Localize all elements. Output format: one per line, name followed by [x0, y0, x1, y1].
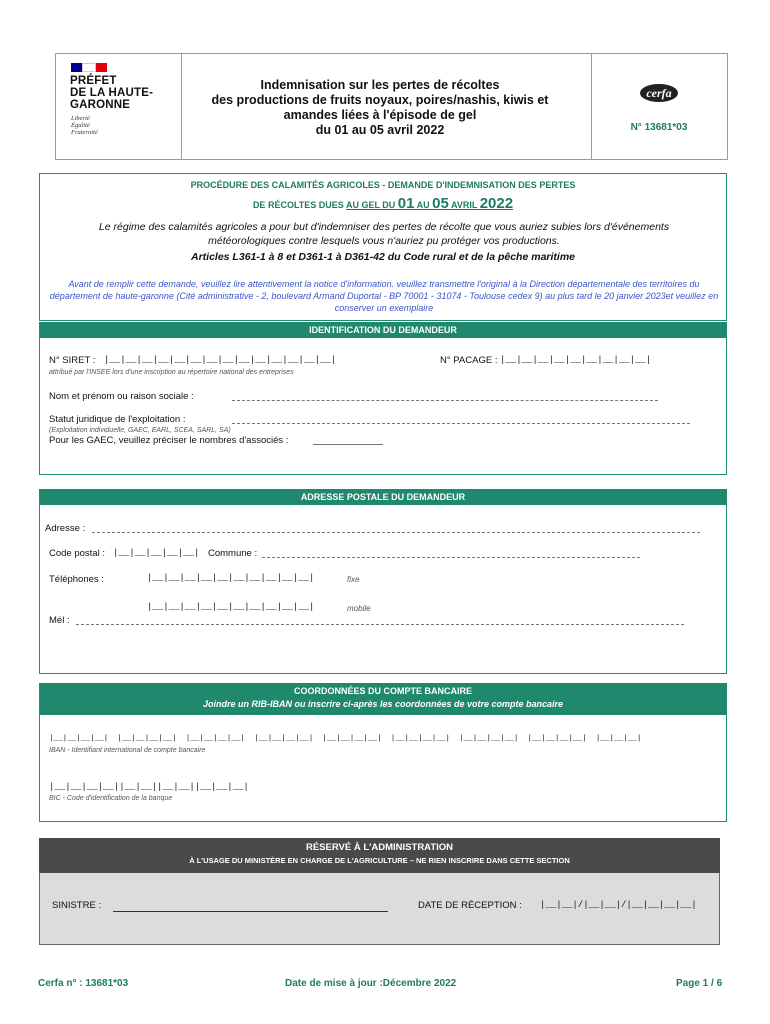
iban-note: IBAN - Identifiant international de compte bancaire	[49, 747, 206, 754]
identification-title: IDENTIFICATION DU DEMANDEUR	[39, 322, 727, 338]
procedure-subheading: DE RÉCOLTES DUES AU GEL DU 01 AU 05 AVRIL 2022	[252, 195, 514, 212]
articles-reference: Articles L361-1 à 8 et D361-1 à D361-42 du Code rural et de la pêche maritime	[191, 251, 575, 263]
mel-label: Mél :	[49, 615, 70, 626]
gaec-label: Pour les GAEC, veuillez préciser le nombres d'associés :	[49, 435, 289, 446]
nom-label: Nom et prénom ou raison sociale :	[49, 391, 194, 402]
commune-field[interactable]	[262, 557, 640, 558]
commune-label: Commune :	[208, 548, 258, 559]
adresse-title: ADRESSE POSTALE DU DEMANDEUR	[39, 489, 727, 505]
telephones-label: Téléphones :	[49, 574, 104, 585]
nom-field[interactable]	[232, 400, 658, 401]
date-reception-label: DATE DE RÉCEPTION :	[418, 900, 522, 911]
adresse-field[interactable]	[92, 532, 700, 533]
mobile-label: mobile	[347, 604, 371, 613]
bic-note: BIC - Code d'identification de la banque	[49, 795, 173, 802]
mel-field[interactable]	[76, 624, 684, 625]
iban-field[interactable]: |__|__|__|__| |__|__|__|__| |__|__|__|__| |__|__|__|__| |__|__|__|__| |__|__|__|__| |__|__|__|__| |__|__|__|__| |__|__|__|	[49, 735, 642, 743]
banque-header	[39, 683, 727, 715]
bic-field[interactable]: |__|__|__|__||__|__||__|__||__|__|__|	[49, 782, 249, 792]
admin-header	[39, 838, 720, 873]
sinistre-label: SINISTRE :	[52, 900, 102, 911]
marianne-flag-icon	[71, 63, 107, 72]
republic-motto: Liberté Égalité Fraternité	[71, 115, 98, 136]
adresse-section	[39, 489, 727, 674]
banque-title: COORDONNÉES DU COMPTE BANCAIRE	[293, 686, 472, 696]
footer-page-number: Page 1 / 6	[676, 978, 723, 989]
adresse-label: Adresse :	[45, 523, 86, 534]
pacage-field[interactable]: |__|__|__|__|__|__|__|__|__|	[500, 355, 652, 365]
pacage-label: N° PACAGE :	[440, 355, 498, 366]
banque-subtitle: Joindre un RIB-IBAN ou inscrire ci-après les coordonnées de votre compte bancaire	[202, 699, 564, 709]
cerfa-logo-icon: cerfa	[640, 84, 678, 102]
date-reception-field[interactable]: |__|__|/|__|__|/|__|__|__|__|	[540, 900, 697, 910]
form-title: Indemnisation sur les pertes de récoltes des productions de fruits noyaux, poires/nashis, kiwis et amandes liées à l'épisode de gel du 01 au 05 avril 2022	[211, 78, 549, 137]
admin-title: RÉSERVÉ À L'ADMINISTRATION	[305, 842, 454, 853]
footer-update-date: Date de mise à jour :Décembre 2022	[285, 978, 457, 989]
statut-note: (Exploitation individuelle, GAEC, EARL, SCEA, SARL, SA)	[49, 427, 231, 434]
cerfa-number: N° 13681*03	[630, 122, 688, 133]
prefecture-name: PRÉFET DE LA HAUTE- GARONNE	[70, 75, 154, 111]
siret-field[interactable]: |__|__|__|__|__|__|__|__|__|__|__|__|__|__|	[104, 355, 337, 365]
procedure-heading: PROCÉDURE DES CALAMITÉS AGRICOLES - DEMANDE D'INDEMNISATION DES PERTES	[190, 180, 576, 190]
regime-text: Le régime des calamités agricoles a pour but d'indemniser des pertes de récolte que vous auriez subies lors d'événements météorologiques contre lesquels vous n'auriez pu protéger vos productions.	[98, 221, 670, 247]
instructions-text: Avant de remplir cette demande, veuillez lire attentivement la notice d'information. veuillez transmettre l'original à la Direction départementale des territoires du département de haute-garonne (Cité administrative - 2, boulevard Armand Duportal - BP 70001 - 31074 - Toulouse cedex 9) au plus tard le 20 janvier 2023et veuillez en conserver un exemplaire	[49, 279, 719, 313]
telephone-fixe-field[interactable]: |__|__|__|__|__|__|__|__|__|__|	[147, 573, 315, 583]
sinistre-field[interactable]	[113, 911, 388, 912]
code-postal-label: Code postal :	[49, 548, 105, 559]
fixe-label: fixe	[347, 575, 360, 584]
telephone-mobile-field[interactable]: |__|__|__|__|__|__|__|__|__|__|	[147, 602, 315, 612]
code-postal-field[interactable]: |__|__|__|__|__|	[113, 548, 200, 558]
gaec-field[interactable]	[313, 444, 383, 445]
statut-field[interactable]	[232, 423, 690, 424]
statut-label: Statut juridique de l'exploitation :	[49, 414, 186, 425]
footer-cerfa: Cerfa n° : 13681*03	[38, 978, 129, 989]
siret-note: attribué par l'INSEE lors d'une inscription au répertoire national des entreprises	[49, 369, 294, 376]
admin-subtitle: À L'USAGE DU MINISTÈRE EN CHARGE DE L'AGRICULTURE – NE RIEN INSCRIRE DANS CETTE SECTION	[189, 856, 570, 865]
siret-label: N° SIRET :	[49, 355, 96, 366]
